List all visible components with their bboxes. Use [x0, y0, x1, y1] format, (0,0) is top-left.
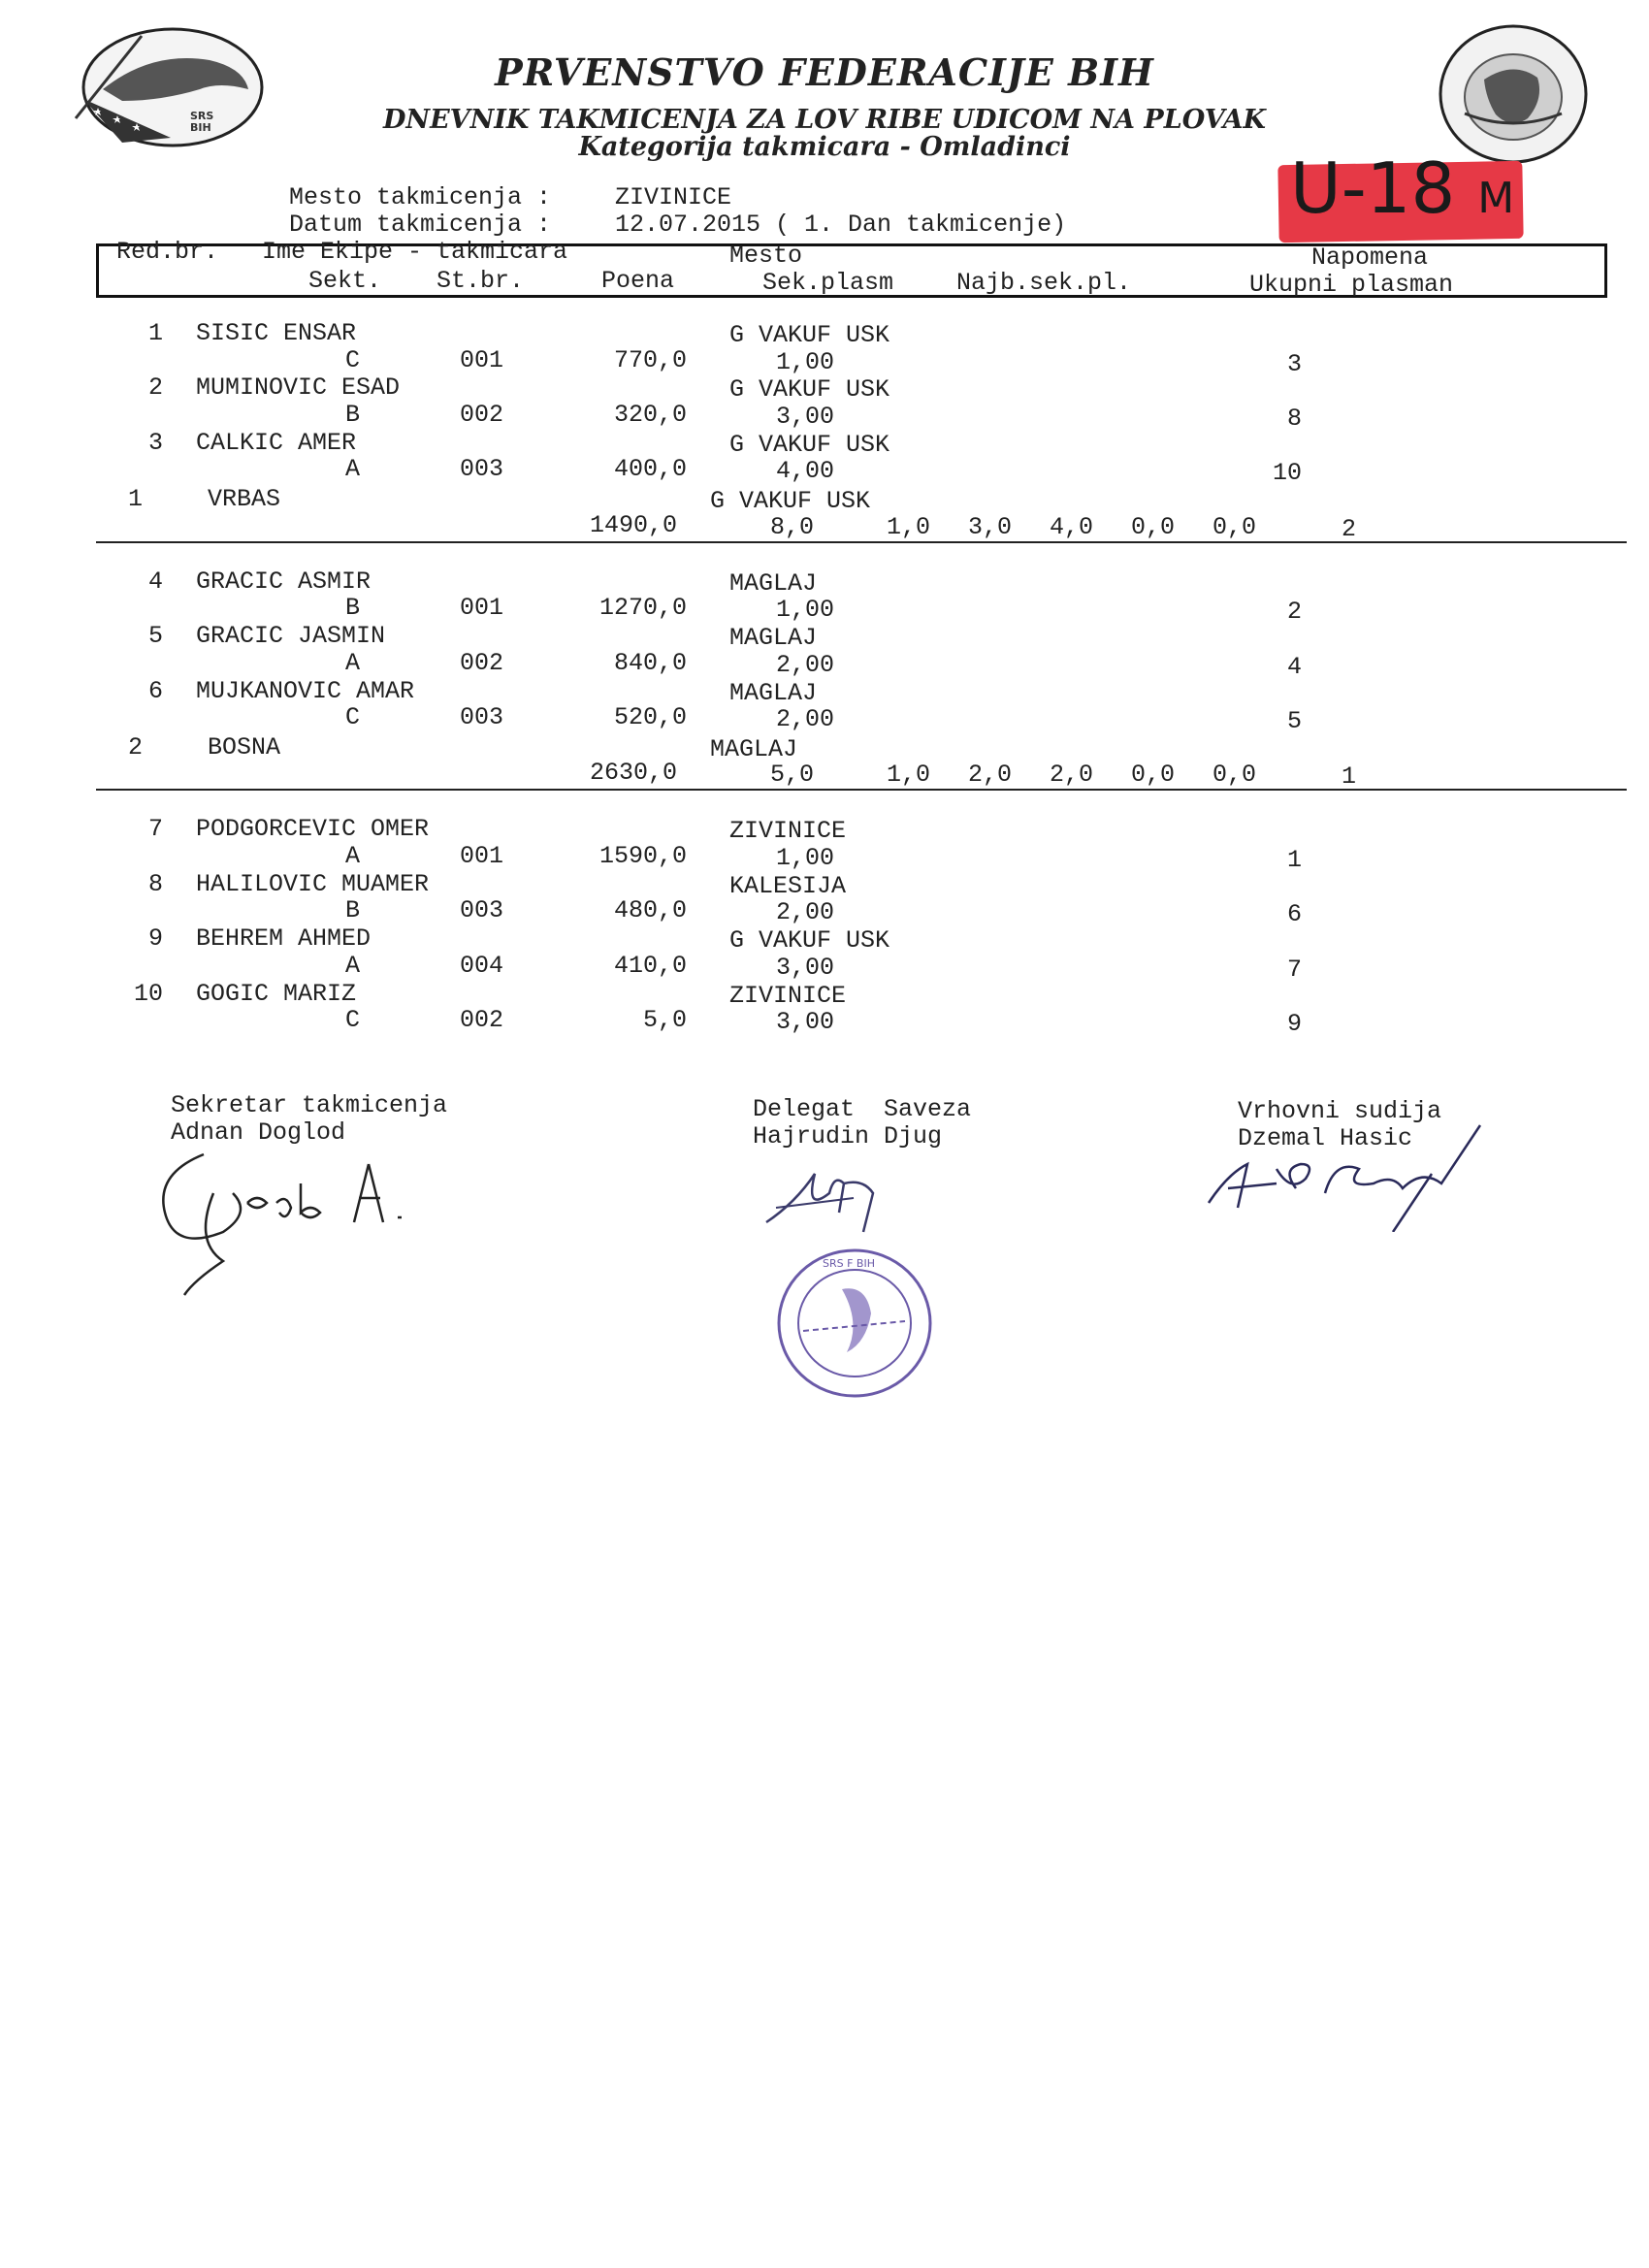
competitor-sector: A [345, 951, 361, 980]
mesto-value: ZIVINICE [615, 183, 732, 211]
competitor-name: HALILOVIC MUAMER [196, 869, 430, 898]
competitor-start-number: 001 [460, 841, 504, 870]
competitor-name: BEHREM AHMED [196, 924, 372, 954]
handwritten-u18-mark: U-18 M [1290, 147, 1515, 229]
competitor-name: GOGIC MARIZ [196, 979, 357, 1008]
col-redbr: Red.br. [116, 238, 219, 266]
team-sector-4: 0,0 [1131, 512, 1176, 541]
sekretar-signature [155, 1135, 427, 1300]
team-sector-2: 2,0 [968, 761, 1013, 790]
competitor-points: 1590,0 [598, 841, 687, 870]
competitor-number: 8 [147, 869, 163, 898]
competitor-overall-placement: 9 [1286, 1010, 1302, 1039]
competitor-club: MAGLAJ [729, 568, 818, 598]
competitor-start-number: 003 [460, 703, 504, 731]
team-sector-1: 1,0 [887, 761, 931, 790]
team-name: VRBAS [208, 485, 281, 514]
competitor-name: MUMINOVIC ESAD [196, 373, 401, 403]
col-ukupni: Ukupni plasman [1249, 271, 1454, 299]
competitor-start-number: 002 [460, 400, 504, 429]
team-sector-1: 1,0 [887, 512, 931, 541]
document-subtitle: DNEVNIK TAKMICENJA ZA LOV RIBE UDICOM NA PLOVAK [382, 105, 1267, 135]
competitor-club: ZIVINICE [729, 981, 847, 1010]
competitor-sector-placement: 3,00 [776, 953, 835, 982]
competitor-points: 320,0 [613, 400, 687, 429]
competitor-points: 410,0 [613, 951, 687, 980]
col-sekt: Sekt. [308, 267, 382, 295]
team-number: 1 [128, 485, 144, 514]
competitor-points: 770,0 [613, 345, 687, 374]
competitor-club: G VAKUF USK [729, 926, 890, 956]
competitor-start-number: 003 [460, 896, 504, 925]
datum-label: Datum takmicenja : [289, 211, 552, 239]
team-overall-placement: 2 [1341, 514, 1356, 543]
competitor-start-number: 002 [460, 1006, 504, 1035]
sudija-title: Vrhovni sudija [1238, 1097, 1442, 1125]
competitor-overall-placement: 2 [1286, 598, 1302, 627]
category-label: Kategorija takmicara - Omladinci [578, 132, 1071, 162]
team-points: 1490,0 [589, 510, 677, 539]
competitor-overall-placement: 3 [1286, 349, 1302, 378]
competitor-sector: C [345, 1006, 361, 1035]
competitor-sector: C [345, 703, 361, 731]
competitor-start-number: 002 [460, 648, 504, 677]
col-napomena: Napomena [1311, 243, 1429, 272]
team-sector-3: 2,0 [1050, 761, 1094, 790]
competitor-points: 400,0 [613, 455, 687, 484]
competitor-overall-placement: 10 [1272, 459, 1302, 488]
competitor-number: 10 [133, 979, 163, 1008]
team-separator-line [96, 541, 1627, 543]
sudija-signature [1199, 1116, 1509, 1232]
team-sector-4: 0,0 [1131, 761, 1176, 790]
competitor-number: 7 [147, 815, 163, 844]
team-overall-placement: 1 [1341, 762, 1356, 792]
team-club: MAGLAJ [710, 734, 798, 763]
delegat-name: Hajrudin Djug [753, 1122, 943, 1150]
competitor-sector-placement: 1,00 [776, 347, 835, 376]
competitor-points: 1270,0 [598, 594, 687, 623]
col-stbr: St.br. [436, 267, 525, 295]
competitor-sector: B [345, 400, 361, 429]
competitor-number: 9 [147, 924, 163, 954]
competitor-name: GRACIC JASMIN [196, 622, 386, 651]
competitor-start-number: 001 [460, 594, 504, 623]
competitor-number: 1 [147, 319, 163, 347]
team-sector-sum: 5,0 [770, 761, 815, 790]
competitor-start-number: 001 [460, 345, 504, 374]
competitor-number: 6 [147, 676, 163, 705]
col-poena: Poena [601, 267, 675, 295]
competitor-name: SISIC ENSAR [196, 319, 357, 347]
col-ime-ekipe: Ime Ekipe - takmicara [262, 238, 568, 266]
competitor-sector: A [345, 455, 361, 484]
competitor-sector: A [345, 841, 361, 870]
competitor-overall-placement: 8 [1286, 404, 1302, 433]
competitor-sector: A [345, 648, 361, 677]
competitor-name: MUJKANOVIC AMAR [196, 676, 415, 705]
competitor-club: G VAKUF USK [729, 375, 890, 405]
delegat-signature [757, 1154, 922, 1242]
col-najb: Najb.sek.pl. [956, 269, 1132, 297]
competitor-start-number: 004 [460, 951, 504, 980]
competitor-overall-placement: 4 [1286, 652, 1302, 681]
team-sector-5: 0,0 [1212, 761, 1257, 790]
competitor-sector-placement: 3,00 [776, 402, 835, 431]
competitor-number: 3 [147, 428, 163, 457]
competitor-points: 5,0 [642, 1006, 687, 1035]
competitor-name: PODGORCEVIC OMER [196, 815, 430, 844]
competitor-sector-placement: 4,00 [776, 457, 835, 486]
competitor-club: G VAKUF USK [729, 321, 890, 349]
competitor-sector-placement: 2,00 [776, 705, 835, 733]
competitor-sector: B [345, 896, 361, 925]
datum-value: 12.07.2015 ( 1. Dan takmicenje) [615, 211, 1067, 239]
mesto-label: Mesto takmicenja : [289, 183, 552, 211]
competitor-name: GRACIC ASMIR [196, 567, 372, 596]
team-points: 2630,0 [589, 759, 677, 788]
competitor-club: MAGLAJ [729, 678, 818, 707]
sekretar-title: Sekretar takmicenja [171, 1091, 448, 1119]
team-name: BOSNA [208, 732, 281, 761]
competitor-club: ZIVINICE [729, 817, 847, 846]
competitor-points: 480,0 [613, 896, 687, 925]
competitor-number: 4 [147, 567, 163, 596]
stamp-text: SRS F BIH [823, 1257, 875, 1270]
competitor-club: MAGLAJ [729, 624, 818, 653]
competitor-sector: C [345, 345, 361, 374]
competitor-points: 840,0 [613, 648, 687, 677]
team-club: G VAKUF USK [710, 487, 871, 516]
left-logo-text: SRS BIH [190, 110, 214, 134]
col-mesto: Mesto [729, 242, 803, 270]
competitor-club: KALESIJA [729, 871, 847, 900]
sudija-name: Dzemal Hasic [1238, 1124, 1413, 1152]
competitor-overall-placement: 5 [1286, 707, 1302, 735]
competitor-points: 520,0 [613, 703, 687, 731]
team-sector-5: 0,0 [1212, 512, 1257, 541]
competitor-start-number: 003 [460, 455, 504, 484]
team-sector-sum: 8,0 [770, 512, 815, 541]
team-number: 2 [128, 732, 144, 761]
delegat-title: Delegat Saveza [753, 1095, 972, 1123]
competitor-club: G VAKUF USK [729, 430, 890, 459]
team-sector-3: 4,0 [1050, 512, 1094, 541]
team-separator-line [96, 789, 1627, 791]
competitor-sector-placement: 2,00 [776, 650, 835, 679]
sekretar-name: Adnan Doglod [171, 1118, 346, 1147]
competitor-number: 5 [147, 622, 163, 651]
competitor-overall-placement: 7 [1286, 955, 1302, 984]
competitor-overall-placement: 6 [1286, 900, 1302, 929]
competitor-name: CALKIC AMER [196, 428, 357, 457]
competitor-sector-placement: 2,00 [776, 898, 835, 927]
col-sekplasm: Sek.plasm [762, 269, 894, 297]
competitor-sector: B [345, 594, 361, 623]
team-sector-2: 3,0 [968, 512, 1013, 541]
document-title: PRVENSTVO FEDERACIJE BIH [495, 50, 1154, 94]
competitor-number: 2 [147, 373, 163, 403]
competitor-sector-placement: 1,00 [776, 596, 835, 625]
competitor-sector-placement: 3,00 [776, 1008, 835, 1037]
competitor-overall-placement: 1 [1286, 845, 1302, 874]
competitor-sector-placement: 1,00 [776, 843, 835, 872]
